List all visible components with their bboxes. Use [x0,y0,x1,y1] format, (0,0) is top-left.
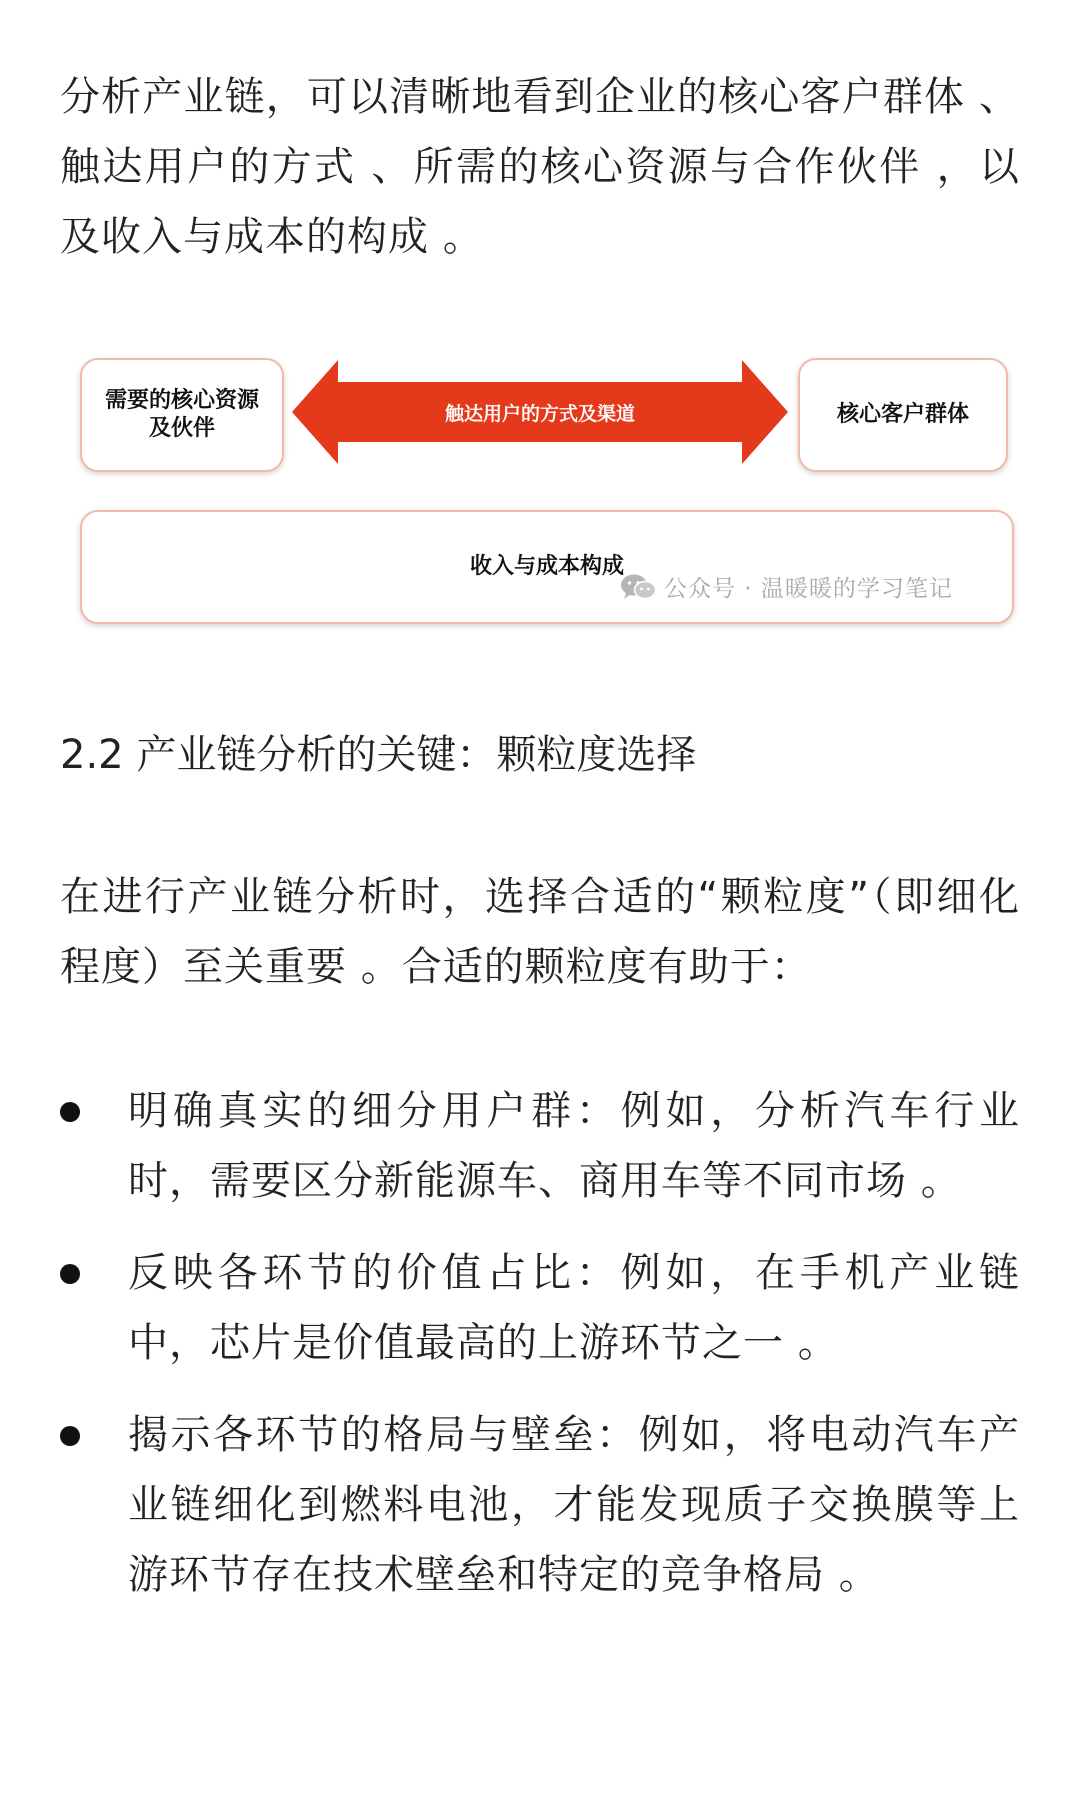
bullet-list [60,1076,1020,1632]
channels-double-arrow [292,360,788,464]
resources-label-line1: 需要的核心资源 [104,388,259,413]
list-item [60,1238,1020,1378]
bullet-text: 反映各环节的价值占比：例如，在手机产业链中，芯片是价值最高的上游环节之一 。 [128,1250,1020,1366]
resources-partners-label [97,387,267,443]
watermark-text: 公众号 · 温暖暖的学习笔记 [664,576,953,602]
resources-label-line2: 及伙伴 [148,416,215,441]
bullet-dot [60,1264,80,1284]
bullet-text: 揭示各环节的格局与壁垒：例如，将电动汽车产业链细化到燃料电池，才能发现质子交换膜等上游环节存在技术壁垒和特定的竞争格局 。 [128,1412,1020,1598]
revenue-cost-box [80,510,1014,624]
list-item [60,1076,1020,1216]
body-paragraph: 在进行产业链分析时，选择合适的“颗粒度”（即细化程度）至关重要 。合适的颗粒度有助于： [60,874,1020,990]
core-customers-box [798,358,1008,472]
bullet-text: 明确真实的细分用户群：例如，分析汽车行业时，需要区分新能源车、商用车等不同市场 。 [128,1088,1020,1204]
business-model-diagram [80,350,1015,630]
list-item [60,1400,1020,1610]
watermark [620,570,953,603]
intro-paragraph: 分析产业链，可以清晰地看到企业的核心客户群体 、触达用户的方式 、所需的核心资源与合作伙伴 ，以及收入与成本的构成 。 [60,74,1020,260]
core-customers-label: 核心客户群体 [836,402,969,427]
section-heading: 2.2 产业链分析的关键：颗粒度选择 [60,732,697,778]
wechat-icon [620,573,656,601]
revenue-cost-label: 收入与成本构成 [469,554,624,579]
bullet-dot [60,1426,80,1446]
resources-partners-box [80,358,284,472]
bullet-dot [60,1102,80,1122]
channels-label: 触达用户的方式及渠道 [444,402,635,425]
